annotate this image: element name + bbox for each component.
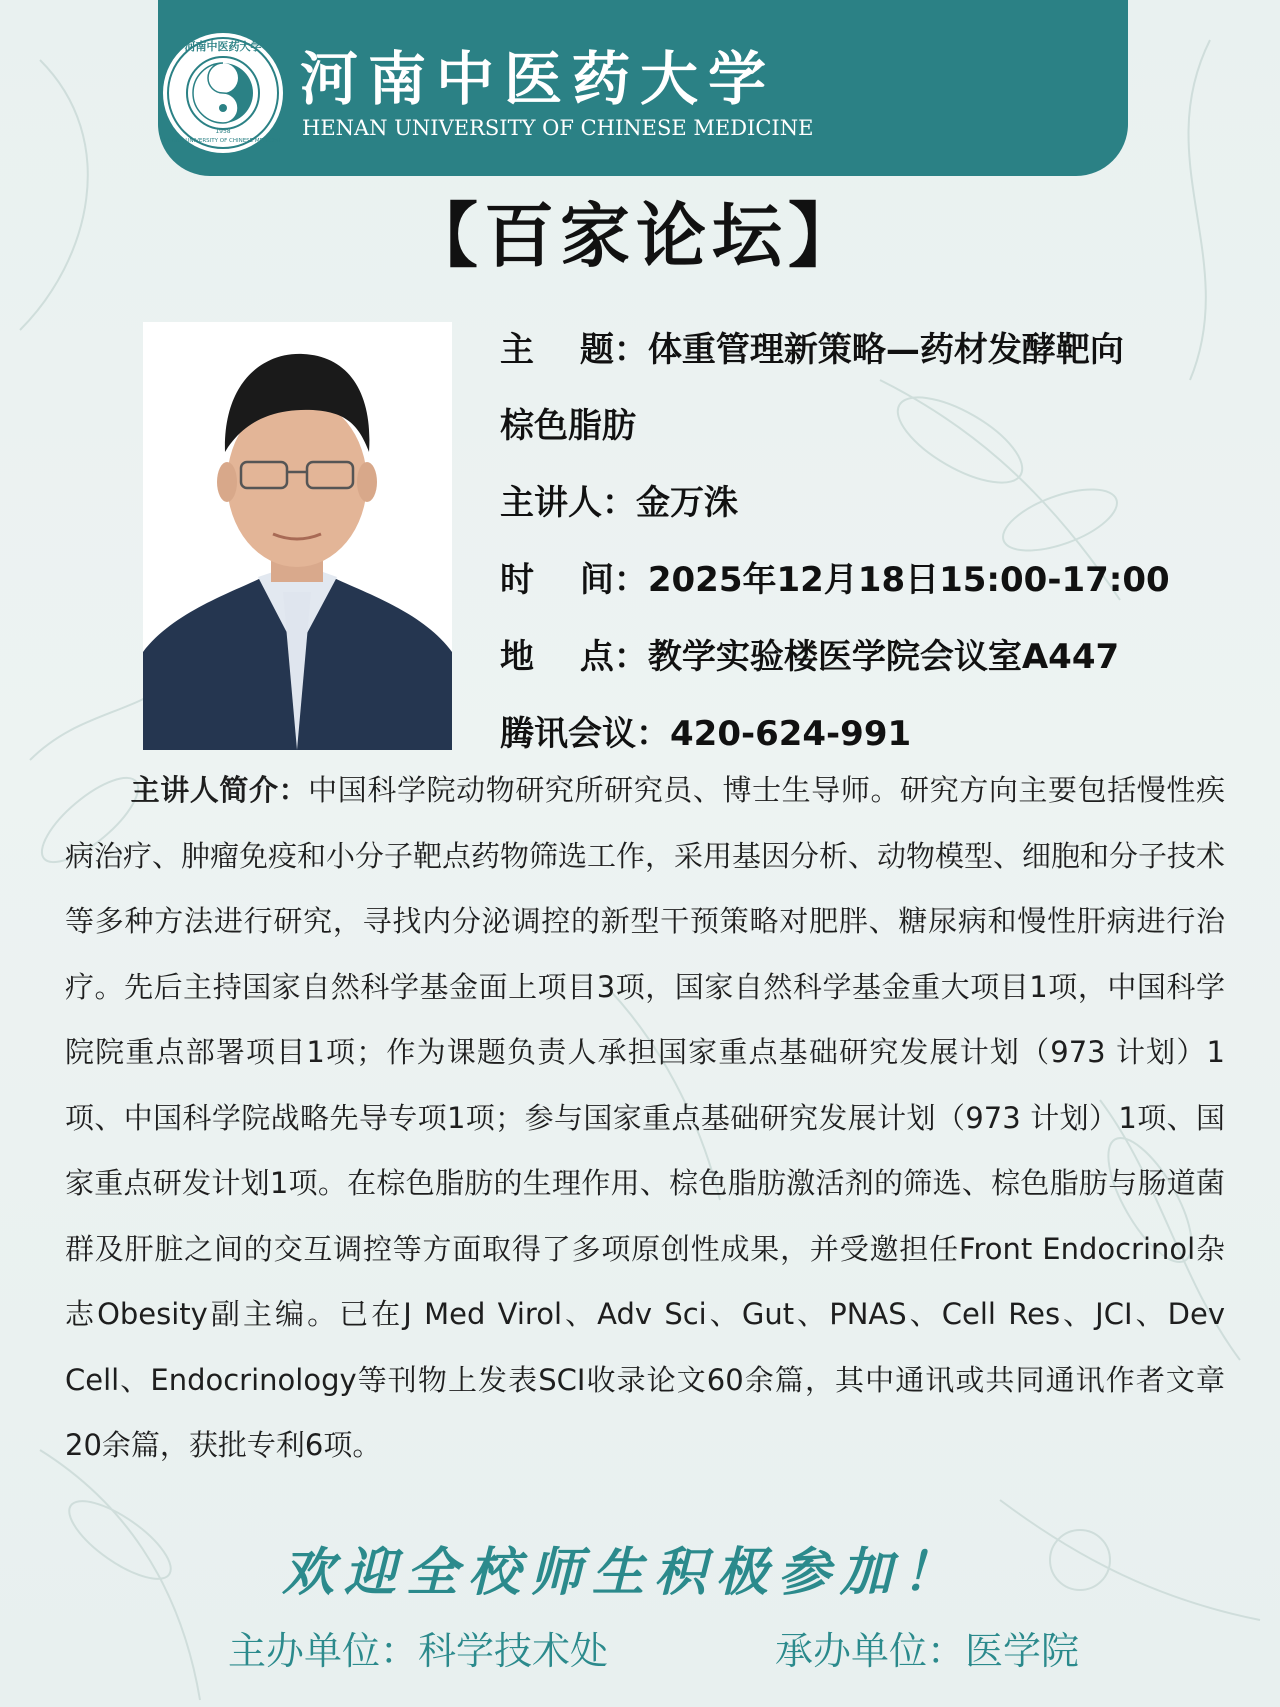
meeting-label: 腾讯会议： — [500, 714, 670, 754]
speaker-row — [500, 475, 738, 524]
location-value: 教学实验楼医学院会议室A447 — [647, 637, 1120, 677]
co-organizer: 承办单位：医学院 — [775, 1629, 1080, 1673]
university-name: 河南中医药大学 — [300, 45, 777, 113]
logo-ring-text-en: HENAN UNIVERSITY OF CHINESE MEDICINE — [163, 138, 283, 144]
speaker-name: 金万洙 — [636, 483, 738, 523]
forum-title: 【百家论坛】 — [408, 194, 864, 277]
logo-ring-text: 河南中医药大学 — [184, 40, 262, 53]
time-label: 时 间： — [500, 560, 648, 600]
speaker-bio — [65, 758, 1225, 1479]
bio-label: 主讲人简介： — [130, 773, 309, 807]
topic-value: 体重管理新策略—药材发酵靶向 — [647, 330, 1124, 370]
logo-year: 1958 — [215, 128, 231, 135]
topic-line2: 棕色脂肪 — [500, 406, 636, 446]
speaker-photo — [143, 322, 452, 750]
organizer: 主办单位：科学技术处 — [228, 1629, 609, 1673]
meeting-row — [500, 706, 911, 755]
university-name-en: HENAN UNIVERSITY OF CHINESE MEDICINE — [302, 116, 814, 140]
welcome-slogan: 欢迎全校师生积极参加！ — [282, 1542, 965, 1603]
bio-text: 中国科学院动物研究所研究员、博士生导师。研究方向主要包括慢性疾病治疗、肿瘤免疫和小分子靶点药物筛选工作，采用基因分析、动物模型、细胞和分子技术等多种方法进行研究，寻找内分泌调控的新型干预策略对肥胖、糖尿病和慢性肝病进行治疗。先后主持国家自然科学基金面上项目3项，国家自然科学基金重大项目1项，中国科学院院重点部署项目1项；作为课题负责人承担国家重点基础研究发展计划（973 计划）1 项、中国科学院战略先导专项1项；参与国家重点基础研究发展计划（973 计划）1项、国家重点研发计划1项。在棕色脂肪的生理作用、棕色脂肪激活剂的筛选、棕色脂肪与肠道菌群及肝脏之间的交互调控等方面取得了多项原创性成果，并受邀担任Front Endocrinol杂志Obesity副主编。已在J Med Virol、Adv Sci、Gut、PNAS、Cell Res、JCI、Dev Cell、Endocrinology等刊物上发表SCI收录论文60余篇，其中通讯或共同通讯作者文章20余篇，获批专利6项。 — [65, 773, 1226, 1462]
university-logo — [160, 30, 286, 156]
time-row — [500, 552, 1170, 601]
location-row — [500, 629, 1119, 678]
location-label: 地 点： — [500, 637, 648, 677]
topic-row — [500, 322, 1124, 371]
meeting-id: 420-624-991 — [670, 714, 912, 754]
speaker-label: 主讲人： — [500, 483, 636, 523]
topic-label: 主 题： — [500, 330, 648, 370]
time-value: 2025年12月18日15:00-17:00 — [647, 560, 1170, 600]
